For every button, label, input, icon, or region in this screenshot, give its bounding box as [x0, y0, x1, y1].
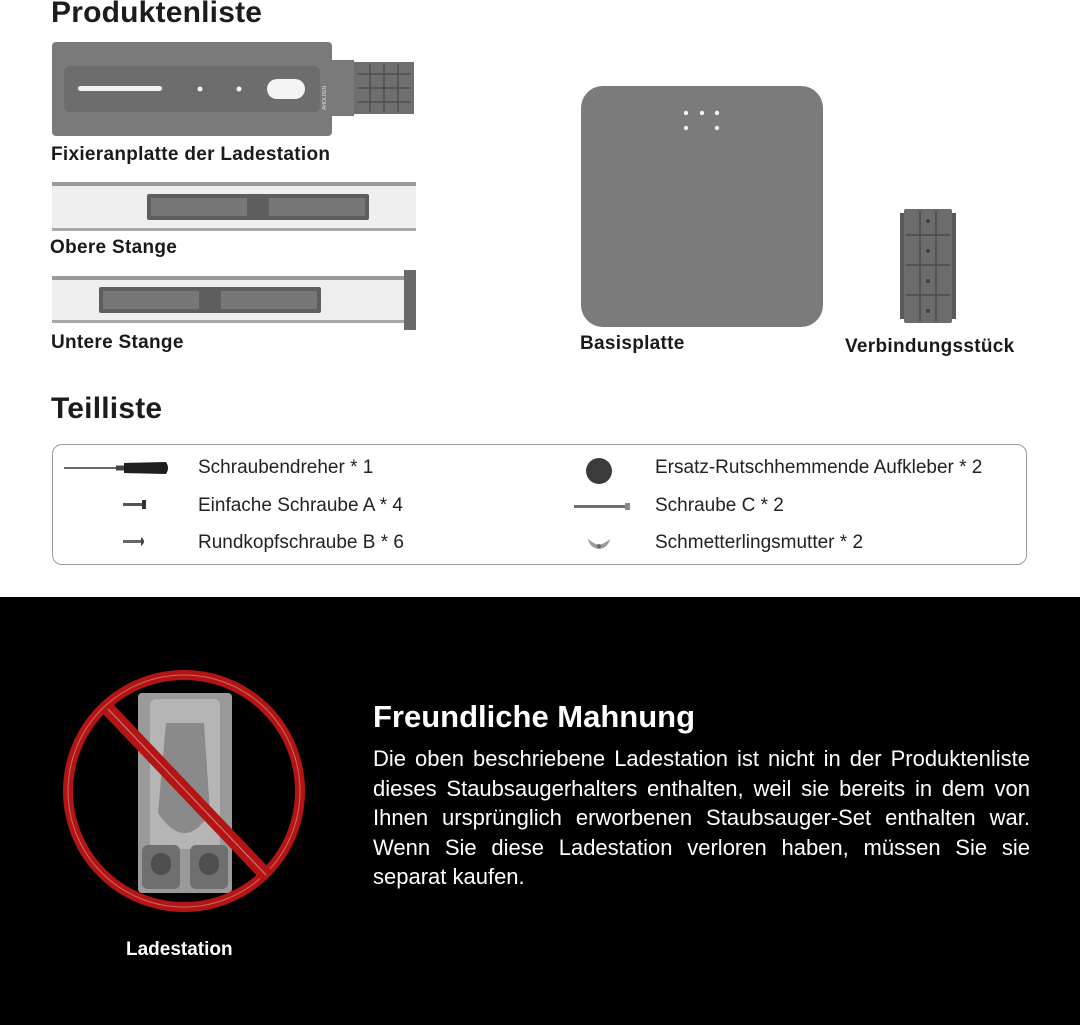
screwdriver-icon: [62, 459, 172, 477]
lower-bar-image: [52, 270, 418, 332]
charging-station-prohibited-image: [58, 663, 310, 919]
part-sticker-label: Ersatz-Rutschhemmende Aufkleber * 2: [655, 457, 983, 478]
base-plate-label: Basisplatte: [580, 333, 685, 354]
section-title-produktliste: Produktenliste: [51, 0, 263, 29]
screw-b-icon: [122, 536, 148, 548]
screw-c-icon: [573, 502, 633, 512]
fixing-plate-image: [52, 40, 418, 138]
part-screw-b-label: Rundkopfschraube B * 6: [198, 532, 404, 553]
connector-label: Verbindungsstück: [845, 336, 1015, 357]
upper-bar-label: Obere Stange: [50, 237, 178, 258]
part-screw-c-label: Schraube C * 2: [655, 495, 784, 516]
part-screwdriver-label: Schraubendreher * 1: [198, 457, 374, 478]
screw-a-icon: [122, 499, 148, 511]
fixing-plate-label: Fixieranplatte der Ladestation: [51, 144, 331, 165]
section-title-teilliste: Teilliste: [51, 392, 163, 425]
lower-bar-label: Untere Stange: [51, 332, 184, 353]
connector-image: [900, 207, 956, 325]
notice-body: Die oben beschriebene Ladestation ist nicht in der Produktenliste dieses Staubsaugerhalters enthalten, weil sie bereits in dem von Ihnen ursprünglich erworbenen Staubsauger-Set enthalten war. Wenn Sie diese Ladestation verloren haben, müssen Sie sie separat kaufen.: [373, 746, 1030, 889]
base-plate-image: [580, 85, 825, 329]
part-wing-nut-label: Schmetterlingsmutter * 2: [655, 532, 864, 553]
part-screw-a-label: Einfache Schraube A * 4: [198, 495, 403, 516]
brand-mark: AHOLDEN: [322, 85, 328, 110]
charging-station-caption: Ladestation: [126, 939, 233, 960]
notice-title: Freundliche Mahnung: [373, 699, 696, 734]
wing-nut-icon: [586, 536, 612, 552]
upper-bar-image: [52, 182, 418, 232]
sticker-icon: [585, 457, 613, 485]
